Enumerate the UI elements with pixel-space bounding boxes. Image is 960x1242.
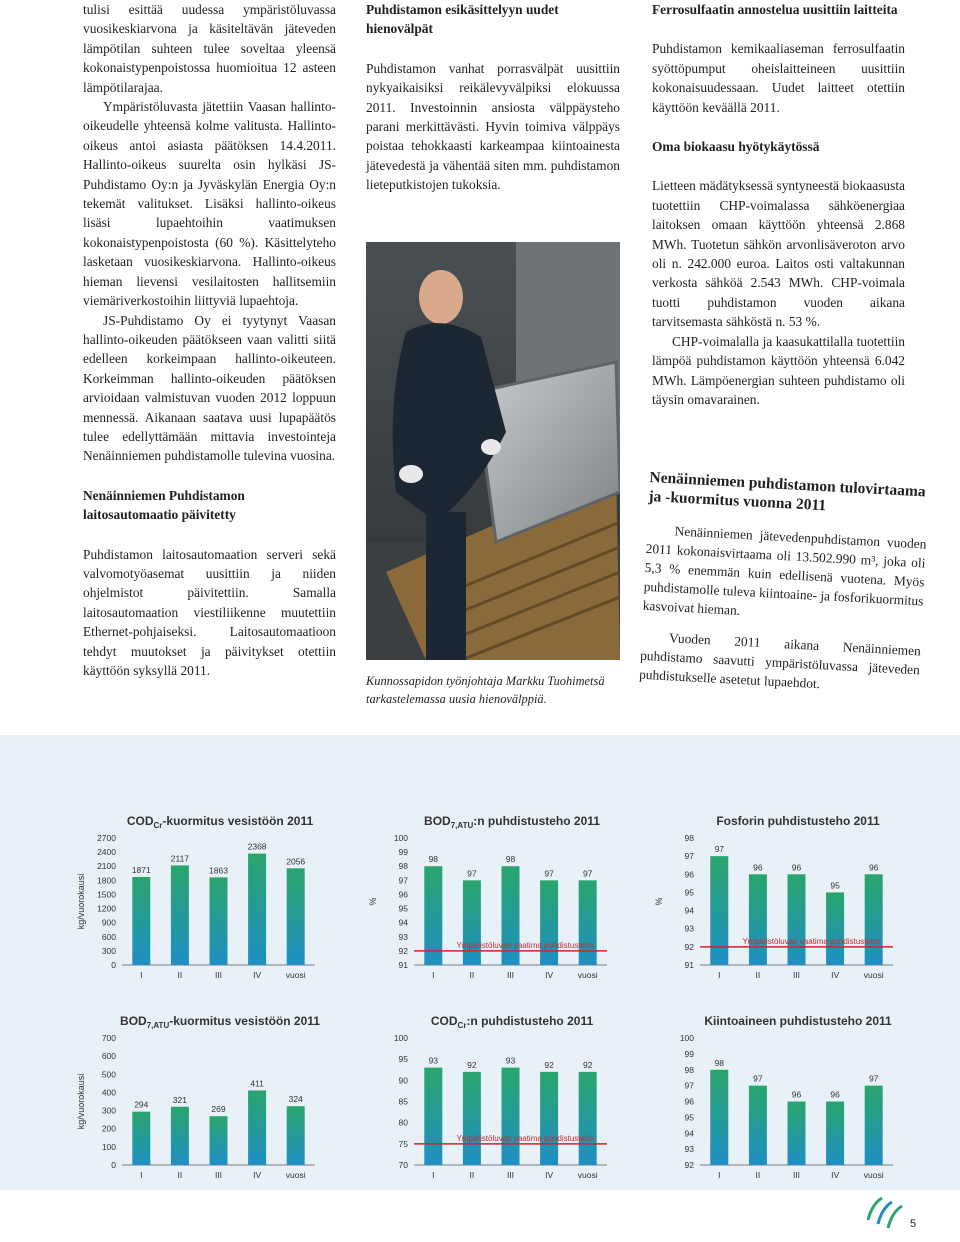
bar-value-label: 97 [467, 868, 477, 879]
bar-value-label: 1863 [209, 865, 228, 876]
col1-paragraph-2: Ympäristöluvasta jätettiin Vaasan hallinto-oikeudelle yhteensä kolme valitusta. Hallinto-oikeus antoi asiasta päätöksen 14.4.2011. Hallinto-oikeus suurelta osin hylkäsi JS-Puhdistamo Oy:n ja Jyväskylän Energia Oy:n tekemät valitukset. Lisäksi hallinto-oikeus lisäsi lupaehtoihin vaatimuksen kokonaistypenpoistosta (60 %). Käsittelyteho lasketaan vuosikeskiarvona. Hallinto-oikeus hieman lievensi vesilaitosten hallitsemiin viemäriverkostoihin liittyviä lupaehtoja. [83, 99, 336, 309]
y-tick-label: 91 [398, 960, 408, 970]
x-tick-label: I [432, 970, 435, 980]
limit-line-label: Ympäristöluvan vaatima puhdistusteho [742, 936, 880, 946]
x-tick-label: II [177, 1170, 183, 1180]
company-logo [862, 1190, 908, 1241]
bar-value-label: 95 [830, 880, 840, 891]
chart-phosphorus-efficiency [648, 810, 908, 990]
logo-icon [862, 1190, 908, 1236]
bar-value-label: 294 [134, 1099, 149, 1110]
bar-value-label: 1871 [131, 864, 151, 875]
bar [710, 856, 728, 965]
bar [248, 1090, 266, 1165]
y-tick-label: 1800 [97, 875, 116, 886]
y-tick-label: 100 [393, 833, 408, 843]
bar [540, 880, 558, 965]
y-tick-label: 85 [398, 1096, 408, 1107]
chart-title: Kiintoaineen puhdistusteho 2011 [704, 1014, 892, 1028]
bar [788, 874, 806, 965]
x-tick-label: vuosi [285, 1170, 306, 1180]
y-tick-label: 600 [101, 931, 116, 942]
y-tick-label: 98 [684, 1064, 694, 1075]
chart-bod-efficiency [362, 810, 622, 990]
x-tick-label: II [755, 970, 761, 980]
x-tick-label: IV [545, 970, 554, 980]
x-tick-label: I [432, 1170, 435, 1180]
bar-value-label: 97 [582, 868, 593, 879]
chart-cod-efficiency [362, 1010, 622, 1190]
y-tick-label: 100 [679, 1033, 694, 1043]
x-tick-label: IV [253, 1170, 262, 1180]
column-2 [366, 0, 620, 195]
x-tick-label: III [214, 1170, 223, 1180]
bar-value-label: 93 [428, 1055, 439, 1066]
chart-title: Fosforin puhdistusteho 2011 [716, 814, 880, 828]
col3-paragraph-2: Lietteen mädätyksessä syntyneestä biokaasusta tuotettiin CHP-voimalassa sähköenergiaa laitoksen omaan käyttöön yhteensä 2.868 MWh. Tuotetun sähkön arvonlisäveroton arvo oli n. 242.000 euroa. Laitos osti valtakunnan verkosta sähköä 2.543 MWh. CHP-voimala tuotti puhdistamon vuoden aikana tarvitsemasta sähköstä n. 53 %. [652, 178, 905, 330]
y-tick-label: 98 [398, 861, 408, 872]
y-tick-label: 2400 [97, 847, 116, 858]
bar-value-label: 92 [467, 1059, 477, 1070]
bar-value-label: 96 [753, 862, 763, 873]
bar [826, 892, 844, 965]
bar [463, 880, 481, 965]
bar [579, 1072, 597, 1165]
x-tick-label: vuosi [285, 970, 306, 980]
col2-paragraph-1: Puhdistamon vanhat porrasvälpät uusittiin nykyaikaisiksi reikälevyvälpiksi elokuussa 2011. Investoinnin ansiosta välppäysteho parani merkittävästi. Hyvin toimiva välppäys poistaa tehokkaasti karkeampaa kiintoainesta jätevedestä ja vähentää siten mm. puhdistamon lieteputkistojen tukoksia. [366, 60, 620, 193]
chart-cod-load [70, 810, 330, 990]
x-tick-label: III [792, 1170, 801, 1180]
x-tick-label: vuosi [863, 970, 884, 980]
y-tick-label: 92 [684, 941, 694, 952]
y-tick-label: 91 [684, 960, 694, 970]
chart-phosphorus-efficiency-svg [648, 810, 908, 985]
bar-value-label: 97 [714, 844, 725, 855]
y-tick-label: 97 [684, 851, 694, 862]
page-number: 5 [910, 1218, 917, 1230]
bar-value-label: 92 [582, 1059, 593, 1070]
bar [749, 1086, 767, 1165]
x-tick-label: I [140, 1170, 143, 1180]
bar [579, 880, 597, 965]
bar [749, 874, 767, 965]
y-tick-label: 2100 [97, 861, 116, 872]
bar-value-label: 96 [830, 1089, 840, 1100]
y-tick-label: 90 [398, 1075, 408, 1086]
x-tick-label: IV [545, 1170, 554, 1180]
bar [788, 1102, 806, 1166]
bar [132, 1112, 150, 1165]
x-tick-label: III [506, 1170, 515, 1180]
bar [171, 865, 189, 965]
y-tick-label: 95 [398, 1054, 408, 1065]
col1-paragraph-3: JS-Puhdistamo Oy ei tyytynyt Vaasan hallinto-oikeuden päätökseen vaan valitti siitä edelleen korkeimpaan hallinto-oikeuteen. Korkeimman hallinto-oikeuden päätöksen arvioidaan valmistuvan vuoden 2012 loppuun mennessä. Aikanaan saatava uusi lupapäätös tulee edellyttämään mittavia investointeja Nenäinniemen puhdistamolle tulevina vuosina. [83, 312, 336, 464]
bar [865, 874, 883, 965]
y-tick-label: 2700 [97, 833, 116, 843]
y-tick-label: 75 [398, 1138, 408, 1149]
worker-photo [366, 242, 620, 660]
bar [463, 1072, 481, 1165]
column-3 [652, 0, 905, 409]
y-tick-label: 200 [101, 1123, 116, 1134]
y-tick-label: 600 [101, 1051, 116, 1062]
y-axis-label: kg/vuorokausi [76, 1073, 86, 1130]
y-tick-label: 500 [101, 1069, 116, 1080]
x-tick-label: III [506, 970, 515, 980]
chart-cod-efficiency-svg [362, 1010, 622, 1185]
bar [132, 877, 150, 965]
y-tick-label: 700 [101, 1033, 116, 1043]
x-tick-label: vuosi [577, 1170, 598, 1180]
bar-value-label: 98 [428, 854, 439, 865]
bar [210, 1116, 228, 1165]
col3-heading-ferrosulfate: Ferrosulfaatin annostelua uusittiin laitteita [652, 2, 898, 17]
bar [287, 868, 305, 965]
y-tick-label: 99 [684, 1048, 694, 1059]
chart-title: $COD_{Cr}$-kuormitus vesistöön 2011 [126, 814, 314, 830]
y-tick-label: 99 [398, 847, 408, 858]
flow-summary-title: Nenäinniemen puhdistamon tulovirtaama ja -kuormitus vuonna 2011 [648, 468, 927, 515]
x-tick-label: vuosi [577, 970, 598, 980]
chart-bod-load [70, 1010, 330, 1190]
bar-value-label: 97 [753, 1073, 763, 1084]
col1-paragraph-1: tulisi esittää uudessa ympäristöluvassa vuosikeskiarvona ja käsiteltävän jäteveden lämpötilan suhteen tulee soveltaa yleensä kokonaistypenpoistossa huomioitua 12 asteen lämpötilarajaa. [83, 2, 336, 95]
bar-value-label: 93 [505, 1055, 516, 1066]
bar-value-label: 97 [544, 868, 554, 879]
bar-value-label: 96 [868, 862, 879, 873]
bar-value-label: 92 [544, 1059, 554, 1070]
x-tick-label: II [177, 970, 183, 980]
bar [210, 877, 228, 965]
y-tick-label: 1200 [97, 903, 116, 914]
y-tick-label: 300 [101, 1105, 116, 1116]
bar-value-label: 98 [714, 1057, 725, 1068]
y-tick-label: 96 [684, 869, 694, 880]
bar [502, 1068, 520, 1165]
bar-value-label: 269 [211, 1104, 226, 1115]
chart-solids-efficiency [648, 1010, 908, 1190]
bar [540, 1072, 558, 1165]
bar [710, 1070, 728, 1165]
chart-solids-efficiency-svg [648, 1010, 908, 1185]
x-tick-label: vuosi [863, 1170, 884, 1180]
bar-value-label: 2368 [247, 841, 267, 852]
limit-line-label: Ympäristöluvan vaatima puhdistusteho [456, 1133, 594, 1143]
y-axis-label: % [368, 897, 378, 906]
x-tick-label: II [469, 1170, 475, 1180]
bar-value-label: 321 [172, 1094, 187, 1105]
col3-paragraph-3: CHP-voimalalla ja kaasukattilalla tuotettiin lämpöä puhdistamon käyttöön yhteensä 6.042 MWh. Lämpöenergian suhteen puhdistamo oli täysin omavarainen. [652, 333, 905, 407]
y-tick-label: 96 [398, 889, 408, 900]
y-tick-label: 100 [393, 1033, 408, 1043]
bar-value-label: 96 [791, 862, 802, 873]
y-tick-label: 100 [101, 1141, 116, 1152]
y-tick-label: 70 [398, 1160, 408, 1170]
chart-title: $COD_{Cr}:n$ puhdistusteho 2011 [430, 1014, 594, 1030]
bar-value-label: 324 [288, 1094, 303, 1105]
flow-summary-paragraph-1: Nenäinniemen jätevedenpuhdistamon vuoden 2011 kokonaisvirtaama oli 13.502.990 m³, joka oli 5,3 % enemmän kuin edellisenä vuotena. Myös puhdistamolle tuleva kiintoaine- ja fosforikuormitus kasvoivat hieman. [642, 523, 927, 618]
bar-value-label: 2117 [170, 853, 190, 864]
col3-heading-biogas: Oma biokaasu hyötykäytössä [652, 139, 820, 155]
bar-value-label: 96 [791, 1089, 802, 1100]
x-tick-label: IV [253, 970, 262, 980]
y-tick-label: 92 [684, 1160, 694, 1170]
photo-caption: Kunnossapidon työnjohtaja Markku Tuohimetsä tarkastelemassa uusia hienovälppiä. [366, 674, 605, 706]
chart-bod-load-svg [70, 1010, 330, 1185]
col3-paragraph-1: Puhdistamon kemikaaliaseman ferrosulfaatin syöttöpumput oheislaitteineen uusittiin kokonaisuudessaan. Uudet laitteet otettiin käyttöön keväällä 2011. [652, 41, 905, 115]
y-tick-label: 400 [101, 1087, 116, 1098]
bar-value-label: 2056 [286, 856, 306, 867]
bar [287, 1106, 305, 1165]
column-1 [83, 0, 336, 680]
bar-value-label: 98 [505, 854, 516, 865]
chart-bod-efficiency-svg [362, 810, 622, 985]
chart-cod-load-svg [70, 810, 330, 985]
flow-summary-paragraph-2: Vuoden 2011 aikana Nenäinniemen puhdistamo saavutti ympäristöluvassa jäteveden puhdistukselle asetetut lupaehdot. [638, 630, 922, 692]
x-tick-label: I [718, 1170, 721, 1180]
y-tick-label: 93 [398, 931, 408, 942]
x-tick-label: III [214, 970, 223, 980]
bar [826, 1102, 844, 1166]
y-tick-label: 94 [684, 905, 694, 916]
y-tick-label: 1500 [97, 889, 116, 900]
x-tick-label: IV [831, 1170, 840, 1180]
y-tick-label: 93 [684, 1144, 694, 1155]
y-tick-label: 0 [111, 960, 116, 970]
bar [865, 1086, 883, 1165]
chart-title: $BOD_{7,ATU}$-kuormitus vesistöön 2011 [120, 1014, 320, 1030]
col1-heading-automation: Nenäinniemen Puhdistamon laitosautomaatio päivitetty [83, 487, 245, 523]
bar [171, 1107, 189, 1165]
bar [248, 854, 266, 965]
limit-line-label: Ympäristöluvan vaatima puhdistusteho [456, 940, 594, 950]
y-tick-label: 900 [101, 917, 116, 928]
bar-value-label: 411 [250, 1078, 264, 1089]
y-tick-label: 97 [398, 875, 408, 886]
x-tick-label: I [718, 970, 721, 980]
bar [424, 1068, 442, 1165]
x-tick-label: III [792, 970, 801, 980]
y-tick-label: 95 [684, 887, 694, 898]
bar-value-label: 97 [868, 1073, 879, 1084]
y-tick-label: 94 [398, 917, 408, 928]
photo-illustration [366, 242, 620, 660]
y-tick-label: 98 [684, 833, 694, 843]
y-tick-label: 80 [398, 1117, 408, 1128]
y-tick-label: 96 [684, 1096, 694, 1107]
y-tick-label: 97 [684, 1080, 694, 1091]
y-tick-label: 93 [684, 923, 694, 934]
flow-summary-box [635, 468, 930, 772]
x-tick-label: II [469, 970, 475, 980]
chart-title: $BOD_{7,ATU}:n$ puhdistusteho 2011 [424, 814, 600, 830]
y-axis-label: kg/vuorokausi [76, 873, 86, 930]
y-tick-label: 95 [684, 1112, 694, 1123]
y-tick-label: 95 [398, 903, 408, 914]
y-axis-label: % [654, 897, 664, 906]
col2-heading-screens: Puhdistamon esikäsittelyyn uudet hienovälpät [366, 2, 559, 37]
x-tick-label: II [755, 1170, 761, 1180]
col1-paragraph-4: Puhdistamon laitosautomaation serveri sekä valvomotyöasemat uusittiin ja niiden ohjelmistot päivitettiin. Samalla laitosautomaation viestiliikenne muutettiin Ethernet-pohjaiseksi. Laitosautomaatioon tehdyt muutokset ja päivitykset otettiin käyttöön syksyllä 2011. [83, 546, 336, 678]
y-tick-label: 94 [684, 1128, 694, 1139]
y-tick-label: 300 [101, 945, 116, 956]
x-tick-label: IV [831, 970, 840, 980]
y-tick-label: 0 [111, 1160, 116, 1170]
x-tick-label: I [140, 970, 143, 980]
y-tick-label: 92 [398, 945, 408, 956]
